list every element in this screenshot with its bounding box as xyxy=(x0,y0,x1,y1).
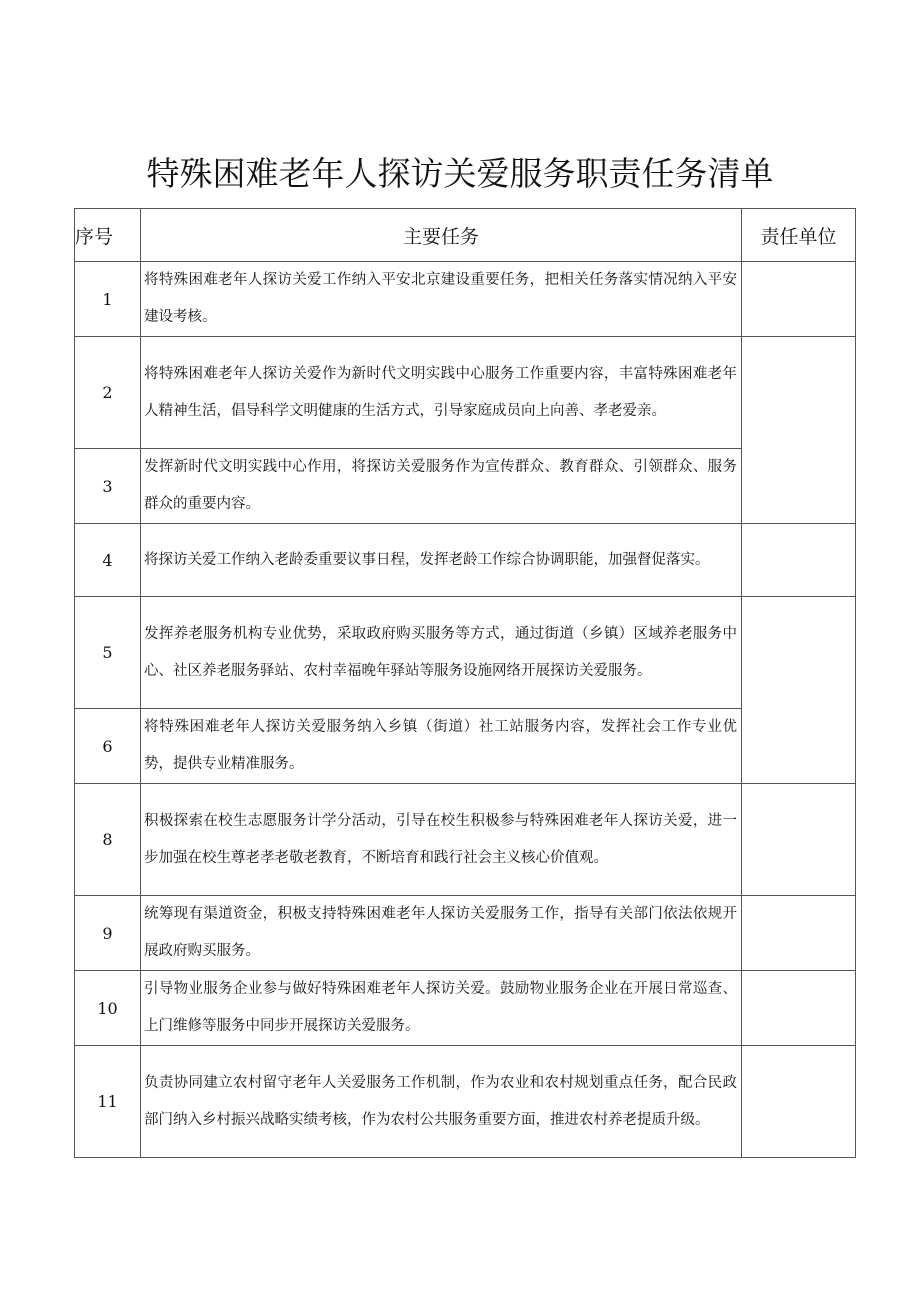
table-row xyxy=(75,337,856,449)
row-task: 引导物业服务企业参与做好特殊困难老年人探访关爱。鼓励物业服务企业在开展日常巡查、上门维修等服务中同步开展探访关爱服务。 xyxy=(141,971,742,1046)
document-title: 特殊困难老年人探访关爱服务职责任务清单 xyxy=(146,154,774,193)
row-task: 将特殊困难老年人探访关爱作为新时代文明实践中心服务工作重要内容，丰富特殊困难老年人精神生活，倡导科学文明健康的生活方式，引导家庭成员向上向善、孝老爱亲。 xyxy=(141,337,742,449)
row-seq: 11 xyxy=(75,1046,141,1158)
row-task: 负责协同建立农村留守老年人关爱服务工作机制，作为农业和农村规划重点任务，配合民政部门纳入乡村振兴战略实绩考核，作为农村公共服务重要方面，推进农村养老提质升级。 xyxy=(141,1046,742,1158)
row-seq: 5 xyxy=(75,597,141,709)
table-row xyxy=(75,449,856,524)
row-unit xyxy=(742,337,856,524)
row-unit xyxy=(742,262,856,337)
row-task: 积极探索在校生志愿服务计学分活动，引导在校生积极参与特殊困难老年人探访关爱，进一步加强在校生尊老孝老敬老教育，不断培育和践行社会主义核心价值观。 xyxy=(141,784,742,896)
table-row xyxy=(75,896,856,971)
row-task: 统筹现有渠道资金，积极支持特殊困难老年人探访关爱服务工作，指导有关部门依法依规开展政府购买服务。 xyxy=(141,896,742,971)
row-seq: 1 xyxy=(75,262,141,337)
row-unit xyxy=(742,971,856,1046)
row-seq: 4 xyxy=(75,524,141,597)
row-task: 将特殊困难老年人探访关爱服务纳入乡镇（街道）社工站服务内容，发挥社会工作专业优势，提供专业精准服务。 xyxy=(141,709,742,784)
row-unit xyxy=(742,597,856,784)
row-task: 发挥新时代文明实践中心作用，将探访关爱服务作为宣传群众、教育群众、引领群众、服务群众的重要内容。 xyxy=(141,449,742,524)
row-seq: 2 xyxy=(75,337,141,449)
row-task: 将探访关爱工作纳入老龄委重要议事日程，发挥老龄工作综合协调职能，加强督促落实。 xyxy=(141,524,742,597)
table-row xyxy=(75,784,856,896)
row-seq: 3 xyxy=(75,449,141,524)
table-row xyxy=(75,1046,856,1158)
row-unit xyxy=(742,784,856,896)
row-seq: 6 xyxy=(75,709,141,784)
task-table xyxy=(74,208,856,1158)
row-unit xyxy=(742,1046,856,1158)
table-row xyxy=(75,524,856,597)
header-unit: 责任单位 xyxy=(742,209,856,262)
table-row xyxy=(75,709,856,784)
table-row xyxy=(75,971,856,1046)
header-seq: 序号 xyxy=(75,209,141,262)
header-task: 主要任务 xyxy=(141,209,742,262)
row-task: 发挥养老服务机构专业优势，采取政府购买服务等方式，通过街道（乡镇）区域养老服务中心、社区养老服务驿站、农村幸福晚年驿站等服务设施网络开展探访关爱服务。 xyxy=(141,597,742,709)
row-unit xyxy=(742,524,856,597)
row-seq: 10 xyxy=(75,971,141,1046)
table-row xyxy=(75,262,856,337)
table-row xyxy=(75,597,856,709)
row-seq: 8 xyxy=(75,784,141,896)
row-unit xyxy=(742,896,856,971)
row-task: 将特殊困难老年人探访关爱工作纳入平安北京建设重要任务，把相关任务落实情况纳入平安建设考核。 xyxy=(141,262,742,337)
row-seq: 9 xyxy=(75,896,141,971)
table-header-row xyxy=(75,209,856,262)
